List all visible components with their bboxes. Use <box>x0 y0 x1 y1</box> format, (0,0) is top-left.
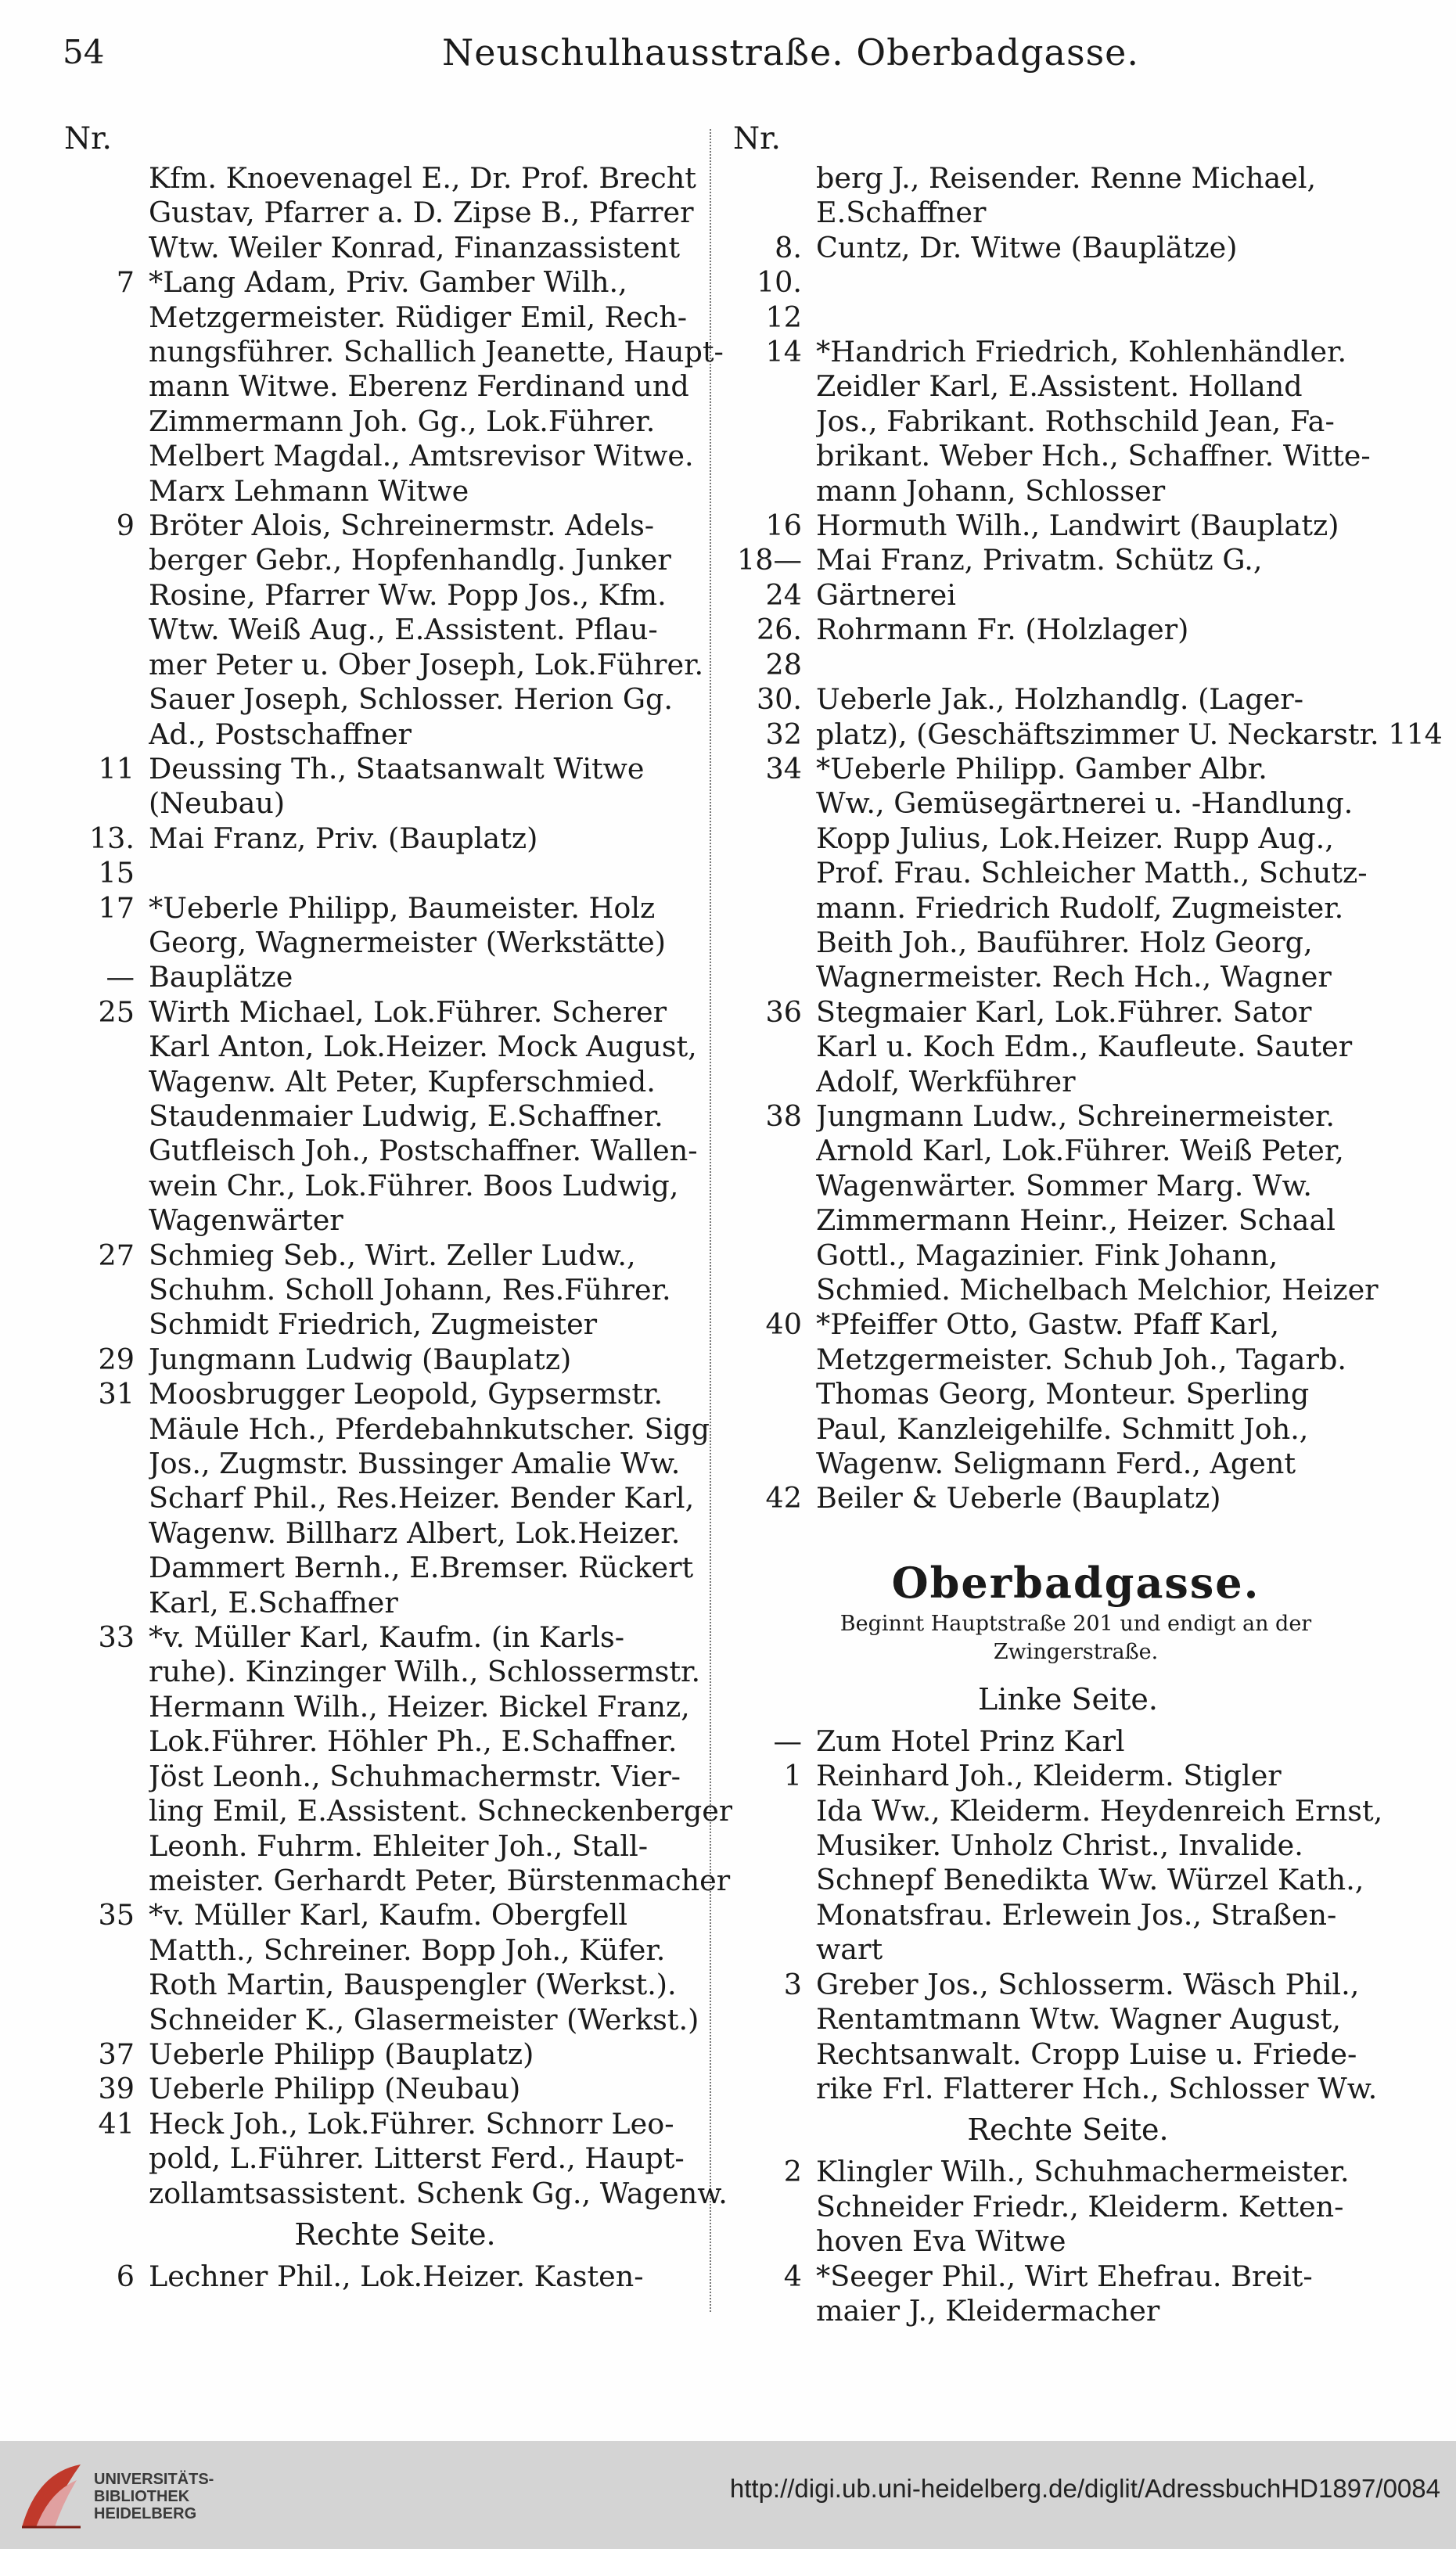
resident-list <box>816 995 1381 1099</box>
house-number: 29 <box>98 1342 135 1376</box>
resident-list <box>149 2107 728 2211</box>
resident-line: Bauplätze <box>149 960 293 994</box>
house-number: 18—24 <box>737 543 802 612</box>
house-number: 38 <box>765 1098 802 1133</box>
resident-list <box>816 231 1381 265</box>
resident-line: berg J., Reisender. Renne Michael, <box>816 161 1317 195</box>
resident-line: Deussing Th., Staatsanwalt Witwe <box>149 751 645 786</box>
resident-line: Ueberle Philipp (Neubau) <box>149 2072 521 2106</box>
library-name-line: UNIVERSITÄTS- <box>94 2471 214 2488</box>
resident-line: Heck Joh., Lok.Führer. Schnorr Leo- <box>149 2106 674 2141</box>
resident-line: platz), (Geschäftszimmer U. Neckarstr. 114 <box>816 717 1443 751</box>
address-entry <box>724 1481 1381 1515</box>
resident-list <box>149 1620 732 1898</box>
library-name <box>94 2471 214 2522</box>
section-heading-right-side: Rechte Seite. <box>967 2112 1169 2148</box>
resident-line: Mai Franz, Privatm. Schütz G., <box>816 543 1263 577</box>
right-column <box>724 117 1443 2328</box>
footer-bar <box>0 2441 1456 2549</box>
resident-list <box>149 822 704 856</box>
resident-list <box>149 891 704 961</box>
resident-line: E.Schaffner <box>816 196 987 230</box>
resident-line: Wagnermeister. Rech Hch., Wagner <box>816 960 1332 994</box>
resident-line: Schmied. Michelbach Melchior, Heizer <box>816 1273 1379 1307</box>
resident-line: Jungmann Ludwig (Bauplatz) <box>149 1342 572 1376</box>
house-number: — <box>106 960 135 994</box>
house-number: 25 <box>98 994 135 1029</box>
house-number: 3 <box>783 1967 802 2001</box>
resident-line: Matth., Schreiner. Bopp Joh., Küfer. <box>149 1932 666 1967</box>
house-number: 30. 32 <box>756 682 802 751</box>
resident-line: Schneider Friedr., Kleiderm. Ketten- <box>816 2189 1344 2224</box>
resident-line: Lechner Phil., Lok.Heizer. Kasten- <box>149 2259 644 2293</box>
resident-line: ruhe). Kinzinger Wilh., Schlossermstr. <box>149 1655 701 1689</box>
resident-line: Sauer Joseph, Schlosser. Herion Gg. <box>149 682 674 717</box>
resident-list <box>816 509 1381 543</box>
resident-line: Beith Joh., Bauführer. Holz Georg, <box>816 925 1313 959</box>
left-column <box>55 117 733 2294</box>
resident-line: Thomas Georg, Monteur. Sperling <box>816 1377 1310 1411</box>
university-library-logo-icon <box>14 2457 88 2535</box>
address-entry <box>724 509 1381 543</box>
resident-line: Wagenw. Seligmann Ferd., Agent <box>816 1447 1296 1481</box>
resident-line: Gärtnerei <box>816 577 956 612</box>
resident-line: Staudenmaier Ludwig, E.Schaffner. <box>149 1098 663 1133</box>
resident-list <box>149 265 724 509</box>
resident-line: Dammert Bernh., E.Bremser. Rückert <box>149 1551 694 1585</box>
resident-line: Schmieg Seb., Wirt. Zeller Ludw., <box>149 1238 636 1272</box>
resident-line: Zimmermann Heinr., Heizer. Schaal <box>816 1203 1336 1238</box>
resident-line: Melbert Magdal., Amtsrevisor Witwe. <box>149 439 694 473</box>
resident-line: (Neubau) <box>149 786 286 821</box>
resident-line: Metzgermeister. Schub Joh., Tagarb. <box>816 1342 1346 1376</box>
resident-list <box>816 752 1381 995</box>
resident-line: Karl Anton, Lok.Heizer. Mock August, <box>149 1030 697 1064</box>
house-number: 16 <box>765 509 802 543</box>
nr-label: Nr. <box>64 121 112 156</box>
resident-line: rike Frl. Flatterer Hch., Schlosser Ww. <box>816 2071 1378 2105</box>
house-number: 41 <box>98 2106 135 2141</box>
resident-line: Kfm. Knoevenagel E., Dr. Prof. Brecht <box>149 161 696 195</box>
house-number: — <box>773 1724 802 1758</box>
resident-line: Ueberle Philipp (Bauplatz) <box>149 2037 534 2071</box>
house-number: 4 <box>783 2259 802 2293</box>
address-entry <box>55 1898 704 2037</box>
resident-list <box>816 613 1381 647</box>
right-entries <box>724 161 1443 1516</box>
resident-line: Ida Ww., Kleiderm. Heydenreich Ernst, <box>816 1793 1383 1828</box>
resident-line: Moosbrugger Leopold, Gypsermstr. <box>149 1377 663 1411</box>
house-number: 33 <box>98 1620 135 1655</box>
resident-list <box>816 335 1381 509</box>
resident-line: Ueberle Jak., Holzhandlg. (Lager- <box>816 682 1304 717</box>
resident-list <box>816 1759 1382 1967</box>
right-side-entries <box>724 2155 1381 2328</box>
address-entry <box>55 1343 704 1377</box>
resident-line: Wagenw. Alt Peter, Kupferschmied. <box>149 1064 656 1098</box>
house-number: 8. 10. 12 <box>756 230 802 334</box>
address-entry <box>55 2260 704 2294</box>
resident-list <box>816 1968 1381 2107</box>
left-entries <box>55 161 733 2211</box>
resident-list <box>816 1481 1381 1515</box>
address-entry <box>55 161 704 265</box>
resident-list <box>816 161 1381 231</box>
address-entry <box>55 1620 733 1898</box>
resident-line: Karl u. Koch Edm., Kaufleute. Sauter <box>816 1030 1353 1064</box>
street-description-line: Zwingerstraße. <box>993 1639 1159 1664</box>
resident-line: Wagenwärter. Sommer Marg. Ww. <box>816 1168 1312 1203</box>
address-entry <box>724 1968 1381 2107</box>
resident-list <box>149 2260 704 2294</box>
resident-line: meister. Gerhardt Peter, Bürstenmacher <box>149 1863 731 1897</box>
house-number: 36 <box>765 994 802 1029</box>
resident-line: Wirth Michael, Lok.Führer. Scherer <box>149 994 667 1029</box>
address-entry <box>724 1307 1381 1481</box>
resident-line: *Handrich Friedrich, Kohlenhändler. <box>816 335 1347 369</box>
house-number: 42 <box>765 1481 802 1515</box>
section-heading-right-side: Rechte Seite. <box>294 2216 496 2252</box>
resident-line: Klingler Wilh., Schuhmachermeister. <box>816 2155 1350 2189</box>
house-number: 37 <box>98 2037 135 2071</box>
resident-line: Mai Franz, Priv. (Bauplatz) <box>149 821 538 855</box>
resident-line: *Ueberle Philipp. Gamber Albr. <box>816 751 1267 786</box>
resident-line: pold, L.Führer. Litterst Ferd., Haupt- <box>149 2141 685 2176</box>
resident-line: Jos., Fabrikant. Rothschild Jean, Fa- <box>816 404 1335 438</box>
resident-list <box>816 1307 1381 1481</box>
resident-list <box>816 682 1443 752</box>
nr-label: Nr. <box>733 121 781 156</box>
resident-line: Cuntz, Dr. Witwe (Bauplätze) <box>816 230 1238 264</box>
resident-line: nungsführer. Schallich Jeanette, Haupt- <box>149 335 724 369</box>
resident-line: Wagenwärter <box>149 1203 343 1238</box>
resident-line: Gottl., Magazinier. Fink Johann, <box>816 1238 1278 1272</box>
resident-line: Mäule Hch., Pferdebahnkutscher. Sigg <box>149 1411 710 1446</box>
address-entry <box>55 1239 704 1343</box>
resident-line: Wagenw. Billharz Albert, Lok.Heizer. <box>149 1515 681 1550</box>
address-entry <box>724 1759 1381 1967</box>
address-entry <box>724 231 1381 335</box>
resident-list <box>149 509 704 752</box>
address-entry <box>724 613 1381 682</box>
resident-line: brikant. Weber Hch., Schaffner. Witte- <box>816 439 1371 473</box>
address-entry <box>55 822 704 891</box>
library-name-line: HEIDELBERG <box>94 2505 197 2522</box>
resident-list <box>149 2037 704 2072</box>
house-number: 35 <box>98 1898 135 1932</box>
address-entry <box>55 891 704 961</box>
library-name-line: BIBLIOTHEK <box>94 2488 190 2505</box>
address-entry <box>724 995 1381 1099</box>
resident-list <box>149 1898 704 2037</box>
resident-list <box>149 752 704 822</box>
resident-line: Kopp Julius, Lok.Heizer. Rupp Aug., <box>816 821 1334 855</box>
resident-line: Reinhard Joh., Kleiderm. Stigler <box>816 1759 1282 1793</box>
house-number: 9 <box>116 509 135 543</box>
house-number: 39 <box>98 2072 135 2106</box>
resident-line: mer Peter u. Ober Joseph, Lok.Führer. <box>149 647 704 681</box>
resident-line: Schuhm. Scholl Johann, Res.Führer. <box>149 1273 671 1307</box>
resident-line: Schmidt Friedrich, Zugmeister <box>149 1307 598 1342</box>
resident-line: Karl, E.Schaffner <box>149 1585 398 1620</box>
resident-line: Georg, Wagnermeister (Werkstätte) <box>149 925 666 959</box>
resident-line: Jos., Zugmstr. Bussinger Amalie Ww. <box>149 1447 681 1481</box>
resident-list <box>149 995 704 1239</box>
resident-line: Wtw. Weiß Aug., E.Assistent. Pflau- <box>149 613 658 647</box>
resident-list <box>149 1377 710 1620</box>
resident-line: Bröter Alois, Schreinermstr. Adels- <box>149 509 655 543</box>
resident-line: mann. Friedrich Rudolf, Zugmeister. <box>816 890 1344 925</box>
left-side-entries <box>724 1724 1381 2106</box>
resident-line: Arnold Karl, Lok.Führer. Weiß Peter, <box>816 1134 1344 1168</box>
resident-line: *v. Müller Karl, Kaufm. (in Karls- <box>149 1620 625 1655</box>
page-number: 54 <box>63 33 105 71</box>
resident-line: *v. Müller Karl, Kaufm. Obergfell <box>149 1898 627 1932</box>
resident-line: Rosine, Pfarrer Ww. Popp Jos., Kfm. <box>149 577 667 612</box>
address-entry <box>55 752 704 822</box>
resident-line: Ww., Gemüsegärtnerei u. -Handlung. <box>816 786 1354 821</box>
resident-line: Marx Lehmann Witwe <box>149 473 469 508</box>
resident-list <box>816 2260 1381 2329</box>
resident-line: Zimmermann Joh. Gg., Lok.Führer. <box>149 404 656 438</box>
address-entry <box>724 752 1381 995</box>
resident-list <box>816 1099 1381 1307</box>
address-entry <box>55 2106 728 2211</box>
resident-list <box>816 2155 1381 2259</box>
address-entry <box>724 161 1381 231</box>
address-entry <box>724 682 1443 752</box>
address-entry <box>724 335 1381 509</box>
resident-line: Schnepf Benedikta Ww. Würzel Kath., <box>816 1863 1364 1897</box>
running-head: Neuschulhausstraße. Oberbadgasse. <box>442 31 1140 74</box>
resident-line: Rohrmann Fr. (Holzlager) <box>816 613 1189 647</box>
left-after-entries <box>55 2260 704 2294</box>
resident-line: Hermann Wilh., Heizer. Bickel Franz, <box>149 1689 690 1724</box>
resident-line: Paul, Kanzleigehilfe. Schmitt Joh., <box>816 1411 1309 1446</box>
house-number: 13. 15 <box>88 821 135 890</box>
resident-line: Gustav, Pfarrer a. D. Zipse B., Pfarrer <box>149 196 694 230</box>
house-number: 34 <box>765 751 802 786</box>
resident-line: hoven Eva Witwe <box>816 2224 1066 2259</box>
resident-line: Musiker. Unholz Christ., Invalide. <box>816 1828 1303 1863</box>
address-entry <box>55 509 704 752</box>
resident-list <box>149 2072 704 2106</box>
resident-line: Zeidler Karl, E.Assistent. Holland <box>816 369 1303 404</box>
resident-list <box>816 1724 1381 1759</box>
resident-line: mann Witwe. Eberenz Ferdinand und <box>149 369 689 404</box>
resident-line: Ad., Postschaffner <box>149 717 412 751</box>
resident-list <box>149 161 704 265</box>
address-entry <box>724 543 1381 613</box>
resident-list <box>149 1343 704 1377</box>
resident-line: *Lang Adam, Priv. Gamber Wilh., <box>149 265 627 300</box>
resident-line: *Pfeiffer Otto, Gastw. Pfaff Karl, <box>816 1307 1280 1342</box>
resident-line: wart <box>816 1932 883 1967</box>
resident-line: Beiler & Ueberle (Bauplatz) <box>816 1481 1221 1515</box>
house-number: 27 <box>98 1238 135 1272</box>
house-number: 6 <box>116 2259 135 2293</box>
resident-line: Rentamtmann Wtw. Wagner August, <box>816 2002 1341 2037</box>
address-entry <box>724 2260 1381 2329</box>
section-heading-left-side: Linke Seite. <box>978 1681 1158 1717</box>
address-entry <box>55 265 724 509</box>
resident-line: zollamtsassistent. Schenk Gg., Wagenw. <box>149 2176 728 2210</box>
street-title: Oberbadgasse. <box>891 1557 1260 1608</box>
source-url-link[interactable]: http://digi.ub.uni-heidelberg.de/diglit/AdressbuchHD1897/0084 <box>729 2474 1440 2503</box>
house-number: 2 <box>783 2155 802 2189</box>
resident-line: Metzgermeister. Rüdiger Emil, Rech- <box>149 300 688 334</box>
house-number: 14 <box>765 335 802 369</box>
address-entry <box>55 2037 704 2072</box>
house-number: 26. 28 <box>756 613 802 681</box>
resident-line: ling Emil, E.Assistent. Schneckenberger <box>149 1794 733 1828</box>
address-entry <box>724 1724 1381 1759</box>
house-number: 31 <box>98 1377 135 1411</box>
house-number: 40 <box>765 1307 802 1342</box>
resident-list <box>816 543 1381 613</box>
street-description <box>724 1610 1381 1666</box>
address-entry <box>724 2155 1381 2259</box>
address-entry <box>55 1377 710 1620</box>
house-number: 11 <box>98 751 135 786</box>
resident-line: Prof. Frau. Schleicher Matth., Schutz- <box>816 856 1368 890</box>
resident-line: *Seeger Phil., Wirt Ehefrau. Breit- <box>816 2259 1313 2293</box>
resident-line: Gutfleisch Joh., Postschaffner. Wallen- <box>149 1134 698 1168</box>
resident-list <box>149 960 704 994</box>
resident-line: mann Johann, Schlosser <box>816 473 1166 508</box>
house-number: 17 <box>98 890 135 925</box>
resident-line: Stegmaier Karl, Lok.Führer. Sator <box>816 994 1312 1029</box>
resident-line: Roth Martin, Bauspengler (Werkst.). <box>149 1968 677 2002</box>
resident-line: Zum Hotel Prinz Karl <box>816 1724 1125 1758</box>
house-number: 1 <box>783 1759 802 1793</box>
resident-line: Rechtsanwalt. Cropp Luise u. Friede- <box>816 2037 1357 2071</box>
resident-line: *Ueberle Philipp, Baumeister. Holz <box>149 890 656 925</box>
resident-list <box>149 1239 704 1343</box>
address-entry <box>55 960 704 994</box>
address-entry <box>55 995 704 1239</box>
resident-line: Jungmann Ludw., Schreinermeister. <box>816 1098 1335 1133</box>
resident-line: Leonh. Fuhrm. Ehleiter Joh., Stall- <box>149 1828 649 1863</box>
resident-line: Adolf, Werkführer <box>816 1064 1076 1098</box>
address-entry <box>724 1099 1381 1307</box>
resident-line: Schneider K., Glasermeister (Werkst.) <box>149 2002 699 2037</box>
resident-line: Lok.Führer. Höhler Ph., E.Schaffner. <box>149 1724 678 1759</box>
address-entry <box>55 2072 704 2106</box>
resident-line: maier J., Kleidermacher <box>816 2293 1160 2328</box>
resident-line: Jöst Leonh., Schuhmachermstr. Vier- <box>149 1759 681 1793</box>
house-number: 7 <box>116 265 135 300</box>
resident-line: berger Gebr., Hopfenhandlg. Junker <box>149 543 671 577</box>
resident-line: Monatsfrau. Erlewein Jos., Straßen- <box>816 1897 1337 1932</box>
resident-line: Wtw. Weiler Konrad, Finanzassistent <box>149 230 681 264</box>
resident-line: Hormuth Wilh., Landwirt (Bauplatz) <box>816 509 1339 543</box>
resident-line: Scharf Phil., Res.Heizer. Bender Karl, <box>149 1481 695 1515</box>
resident-line: Greber Jos., Schlosserm. Wäsch Phil., <box>816 1967 1360 2001</box>
resident-line: wein Chr., Lok.Führer. Boos Ludwig, <box>149 1168 679 1203</box>
street-description-line: Beginnt Hauptstraße 201 und endigt an der <box>839 1611 1312 1636</box>
